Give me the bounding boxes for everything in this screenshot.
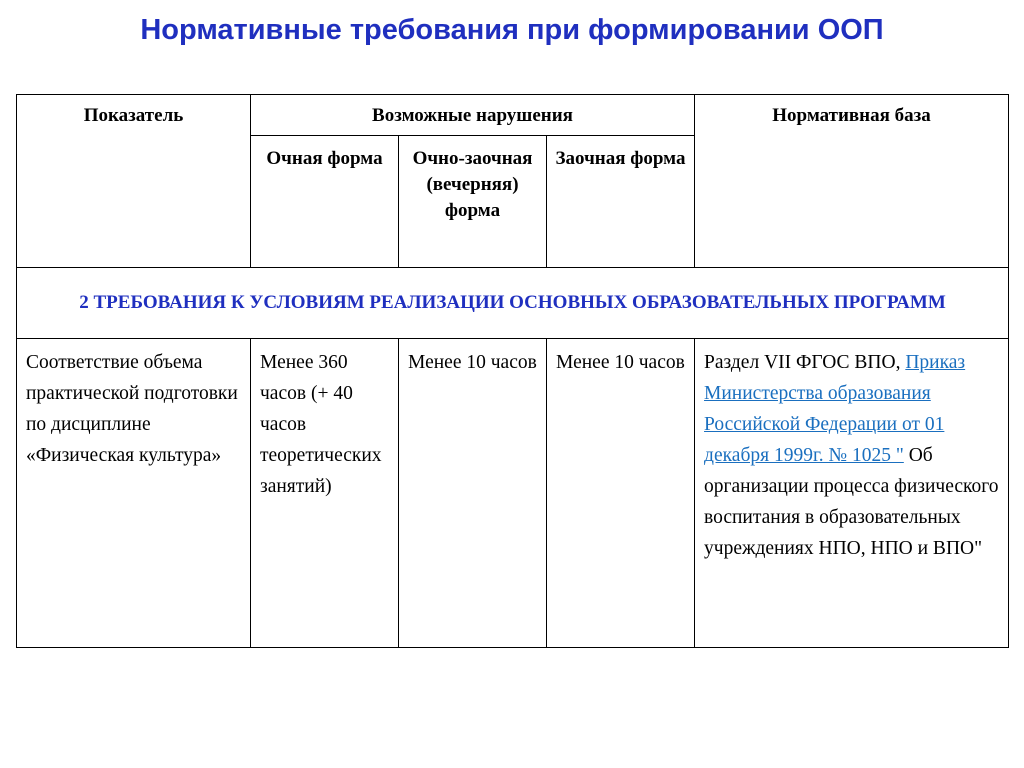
order-link[interactable]: Приказ Министерства образования Российской Федерации от 01 декабря 1999г. № 1025 " — [704, 352, 966, 466]
header-extramural: Заочная форма — [547, 136, 695, 268]
norm-prefix: Раздел VII ФГОС ВПО, — [704, 352, 901, 373]
header-indicator: Показатель — [17, 95, 251, 268]
header-norm-base: Нормативная база — [695, 95, 1009, 268]
table-row — [17, 339, 1009, 648]
section-title: 2 ТРЕБОВАНИЯ К УСЛОВИЯМ РЕАЛИЗАЦИИ ОСНОВНЫХ ОБРАЗОВАТЕЛЬНЫХ ПРОГРАММ — [17, 268, 1009, 339]
section-row — [17, 268, 1009, 339]
norm-suffix: Об организации процесса физического воспитания в образовательных учреждениях НПО, НПО и ВПО" — [704, 445, 999, 559]
cell-full-time: Менее 360 часов (+ 40 часов теоретических занятий) — [251, 339, 399, 648]
header-violations: Возможные нарушения — [251, 95, 695, 136]
cell-indicator: Соответствие объема практической подготовки по дисциплине «Физическая культура» — [17, 339, 251, 648]
header-full-time: Очная форма — [251, 136, 399, 268]
requirements-table — [16, 94, 1009, 648]
cell-norm-base — [695, 339, 1009, 648]
slide-title: Нормативные требования при формировании ООП — [140, 14, 884, 46]
header-part-time: Очно-заочная (вечерняя) форма — [399, 136, 547, 268]
cell-part-time: Менее 10 часов — [399, 339, 547, 648]
cell-extramural: Менее 10 часов — [547, 339, 695, 648]
header-row — [17, 95, 1009, 136]
